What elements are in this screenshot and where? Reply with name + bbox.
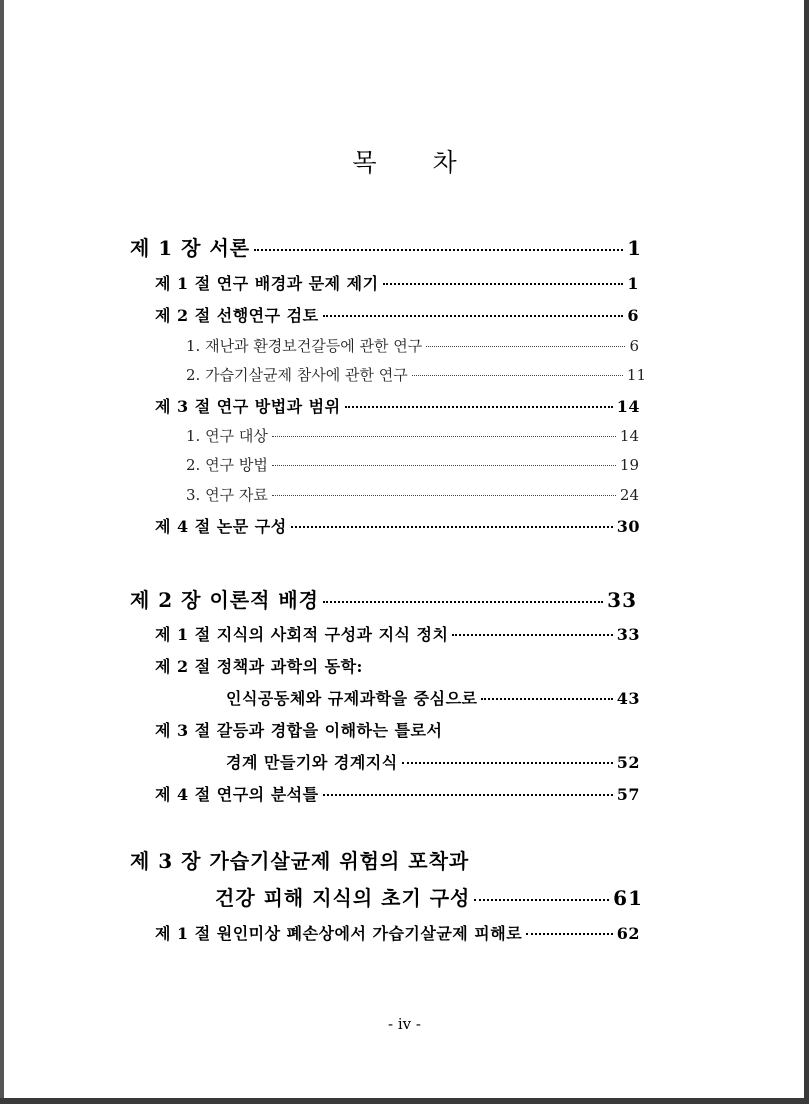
toc-page: 6 xyxy=(627,306,639,325)
toc-chapter-3[interactable] xyxy=(215,882,643,911)
toc-section-heading-line[interactable]: 제 2 절 정책과 과학의 동학: xyxy=(155,657,363,676)
toc-page: 1 xyxy=(627,274,639,293)
toc-label: 인식공동체와 규제과학을 중심으로 xyxy=(226,689,478,708)
toc-page: 6 xyxy=(629,337,639,355)
toc-section[interactable] xyxy=(155,271,639,294)
page-border-bottom xyxy=(0,1098,809,1104)
toc-page: 52 xyxy=(616,753,640,772)
dot-leader xyxy=(426,346,625,347)
dot-leader xyxy=(402,762,613,764)
dot-leader xyxy=(272,495,616,496)
toc-label: 1. 재난과 환경보건갈등에 관한 연구 xyxy=(186,337,423,355)
toc-section[interactable] xyxy=(155,782,640,805)
toc-label: 제 4 절 연구의 분석틀 xyxy=(155,785,319,804)
toc-page: 11 xyxy=(626,366,646,384)
toc-page: 24 xyxy=(619,486,639,504)
toc-subsection[interactable] xyxy=(186,335,639,356)
dot-leader xyxy=(526,933,613,935)
toc-label: 제 4 절 논문 구성 xyxy=(155,517,287,536)
toc-label: 제 2 장 이론적 배경 xyxy=(130,588,320,612)
toc-page: 14 xyxy=(619,427,639,445)
page-number: - iv - xyxy=(388,1015,421,1033)
toc-page: 62 xyxy=(616,924,640,943)
dot-leader xyxy=(323,794,613,796)
dot-leader xyxy=(323,601,603,603)
toc-label: 2. 연구 방법 xyxy=(186,456,268,474)
dot-leader xyxy=(481,698,612,700)
page-title xyxy=(0,143,809,179)
dot-leader xyxy=(474,899,609,901)
dot-leader xyxy=(323,315,624,317)
toc-label: 제 1 절 연구 배경과 문제 제기 xyxy=(155,274,379,293)
toc-section[interactable] xyxy=(155,622,640,645)
title-left: 목 xyxy=(352,148,377,177)
toc-label: 경계 만들기와 경계지식 xyxy=(226,753,398,772)
toc-section[interactable] xyxy=(226,750,640,773)
dot-leader xyxy=(383,283,624,285)
toc-label: 3. 연구 자료 xyxy=(186,486,268,504)
toc-section[interactable] xyxy=(155,394,640,417)
toc-label: 제 3 절 연구 방법과 범위 xyxy=(155,397,341,416)
dot-leader xyxy=(412,375,623,376)
toc-chapter-2[interactable] xyxy=(130,584,637,613)
toc-label: 제 2 절 선행연구 검토 xyxy=(155,306,319,325)
title-right: 차 xyxy=(432,148,457,177)
toc-subsection[interactable] xyxy=(186,454,639,475)
toc-section[interactable] xyxy=(155,514,640,537)
toc-page: 19 xyxy=(619,456,639,474)
toc-label: 2. 가습기살균제 참사에 관한 연구 xyxy=(186,366,408,384)
toc-subsection[interactable] xyxy=(186,425,639,446)
toc-label: 제 1 절 지식의 사회적 구성과 지식 정치 xyxy=(155,625,449,644)
dot-leader xyxy=(272,465,616,466)
toc-page: 61 xyxy=(613,886,643,910)
toc-subsection[interactable] xyxy=(186,484,639,505)
dot-leader xyxy=(452,634,612,636)
toc-page: 30 xyxy=(616,517,640,536)
toc-label: 제 1 절 원인미상 폐손상에서 가습기살균제 피해로 xyxy=(155,924,523,943)
toc-label: 제 1 장 서론 xyxy=(130,236,251,260)
toc-label: 1. 연구 대상 xyxy=(186,427,268,445)
toc-page: 33 xyxy=(616,625,640,644)
toc-label: 건강 피해 지식의 초기 구성 xyxy=(215,886,471,910)
toc-section-heading-line[interactable]: 제 3 절 갈등과 경합을 이해하는 틀로서 xyxy=(155,721,443,740)
toc-section[interactable] xyxy=(155,921,640,944)
toc-page: 14 xyxy=(616,397,640,416)
toc-page: 57 xyxy=(616,785,640,804)
toc-subsection[interactable] xyxy=(186,364,646,385)
dot-leader xyxy=(291,526,613,528)
dot-leader xyxy=(272,436,616,437)
dot-leader xyxy=(345,406,613,408)
toc-section[interactable] xyxy=(155,303,639,326)
toc-section[interactable] xyxy=(226,686,640,709)
toc-chapter-3-heading-line[interactable]: 제 3 장 가습기살균제 위험의 포착과 xyxy=(130,849,470,873)
toc-chapter-1[interactable] xyxy=(130,232,642,261)
toc-page: 33 xyxy=(607,588,637,612)
dot-leader xyxy=(254,249,623,251)
toc-page: 1 xyxy=(627,236,642,260)
toc-page: 43 xyxy=(616,689,640,708)
